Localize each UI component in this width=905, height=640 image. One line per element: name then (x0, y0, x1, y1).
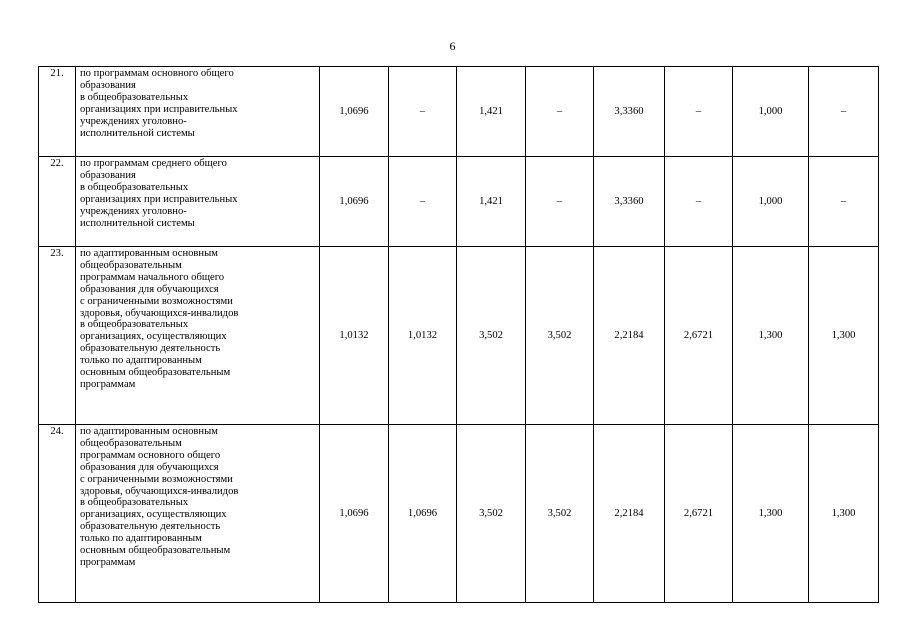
description-line: организациях при исправительных (80, 193, 238, 205)
description-line: организациях, осуществляющих (80, 509, 227, 521)
description-line: с ограниченными возможностями (80, 295, 233, 307)
description-line: учреждениях уголовно- (80, 115, 187, 127)
value-cell: 2,2184 (594, 247, 665, 425)
value-cell: – (389, 157, 457, 247)
value-cell: 1,0696 (320, 67, 389, 157)
description-line: организациях, осуществляющих (80, 331, 227, 343)
row-description (76, 425, 320, 603)
value-cell: – (809, 67, 879, 157)
description-line: по программам среднего общего (80, 158, 227, 169)
value-cell: 1,421 (457, 67, 526, 157)
description-line: по программам основного общего (80, 68, 234, 79)
page-number: 6 (449, 39, 456, 53)
table-row (39, 247, 879, 425)
value-cell: 2,6721 (665, 247, 733, 425)
value-cell: – (665, 67, 733, 157)
value-cell: 1,300 (809, 425, 879, 603)
description-line: в общеобразовательных (80, 181, 189, 193)
value-cell: 1,300 (809, 247, 879, 425)
value-cell: – (809, 157, 879, 247)
description-line: общеобразовательным (80, 259, 182, 271)
value-cell: 1,0132 (320, 247, 389, 425)
value-cell: 1,0696 (389, 425, 457, 603)
value-cell: 3,3360 (594, 157, 665, 247)
description-line: программам основного общего (80, 449, 221, 461)
table-row (39, 157, 879, 247)
description-line: в общеобразовательных (80, 91, 189, 103)
value-cell: 3,502 (526, 247, 594, 425)
value-cell: 3,502 (457, 425, 526, 603)
row-description (76, 157, 320, 247)
description-line: здоровья, обучающихся-инвалидов (80, 307, 239, 319)
description-line: образования для обучающихся (80, 283, 219, 295)
description-line: только по адаптированным (80, 533, 202, 545)
description-line: только по адаптированным (80, 355, 202, 367)
description-line: в общеобразовательных (80, 319, 189, 331)
value-cell: 1,000 (733, 157, 809, 247)
description-line: учреждениях уголовно- (80, 205, 187, 217)
value-cell: 3,502 (457, 247, 526, 425)
description-line: образования для обучающихся (80, 461, 219, 473)
value-cell: 1,421 (457, 157, 526, 247)
value-cell: 1,0696 (320, 425, 389, 603)
value-cell: 1,300 (733, 247, 809, 425)
value-cell: 1,300 (733, 425, 809, 603)
description-line: образовательную деятельность (80, 521, 221, 533)
description-line: общеобразовательным (80, 437, 182, 449)
coefficients-table (38, 66, 879, 603)
description-line: основным общеобразовательным (80, 545, 231, 557)
value-cell: – (526, 67, 594, 157)
table-row (39, 425, 879, 603)
description-line: основным общеобразовательным (80, 367, 231, 379)
description-line: в общеобразовательных (80, 497, 189, 509)
row-description (76, 67, 320, 157)
description-line: образования (80, 79, 136, 91)
value-cell: 1,000 (733, 67, 809, 157)
description-line: организациях при исправительных (80, 103, 238, 115)
description-line: программам (80, 378, 136, 390)
description-line: программам начального общего (80, 271, 225, 283)
description-line: программам (80, 556, 136, 568)
value-cell: 1,0696 (320, 157, 389, 247)
value-cell: 2,6721 (665, 425, 733, 603)
value-cell: 3,502 (526, 425, 594, 603)
description-line: образования (80, 169, 136, 181)
value-cell: – (389, 67, 457, 157)
row-number: 24. (39, 425, 76, 603)
description-line: исполнительной системы (80, 217, 195, 229)
value-cell: 3,3360 (594, 67, 665, 157)
description-line: по адаптированным основным (80, 426, 218, 437)
description-line: образовательную деятельность (80, 343, 221, 355)
description-line: здоровья, обучающихся-инвалидов (80, 485, 239, 497)
value-cell: – (526, 157, 594, 247)
row-description (76, 247, 320, 425)
value-cell: – (665, 157, 733, 247)
value-cell: 1,0132 (389, 247, 457, 425)
description-line: по адаптированным основным (80, 248, 218, 259)
value-cell: 2,2184 (594, 425, 665, 603)
table-row (39, 67, 879, 157)
row-number: 21. (39, 67, 76, 157)
row-number: 23. (39, 247, 76, 425)
description-line: исполнительной системы (80, 127, 195, 139)
row-number: 22. (39, 157, 76, 247)
description-line: с ограниченными возможностями (80, 473, 233, 485)
